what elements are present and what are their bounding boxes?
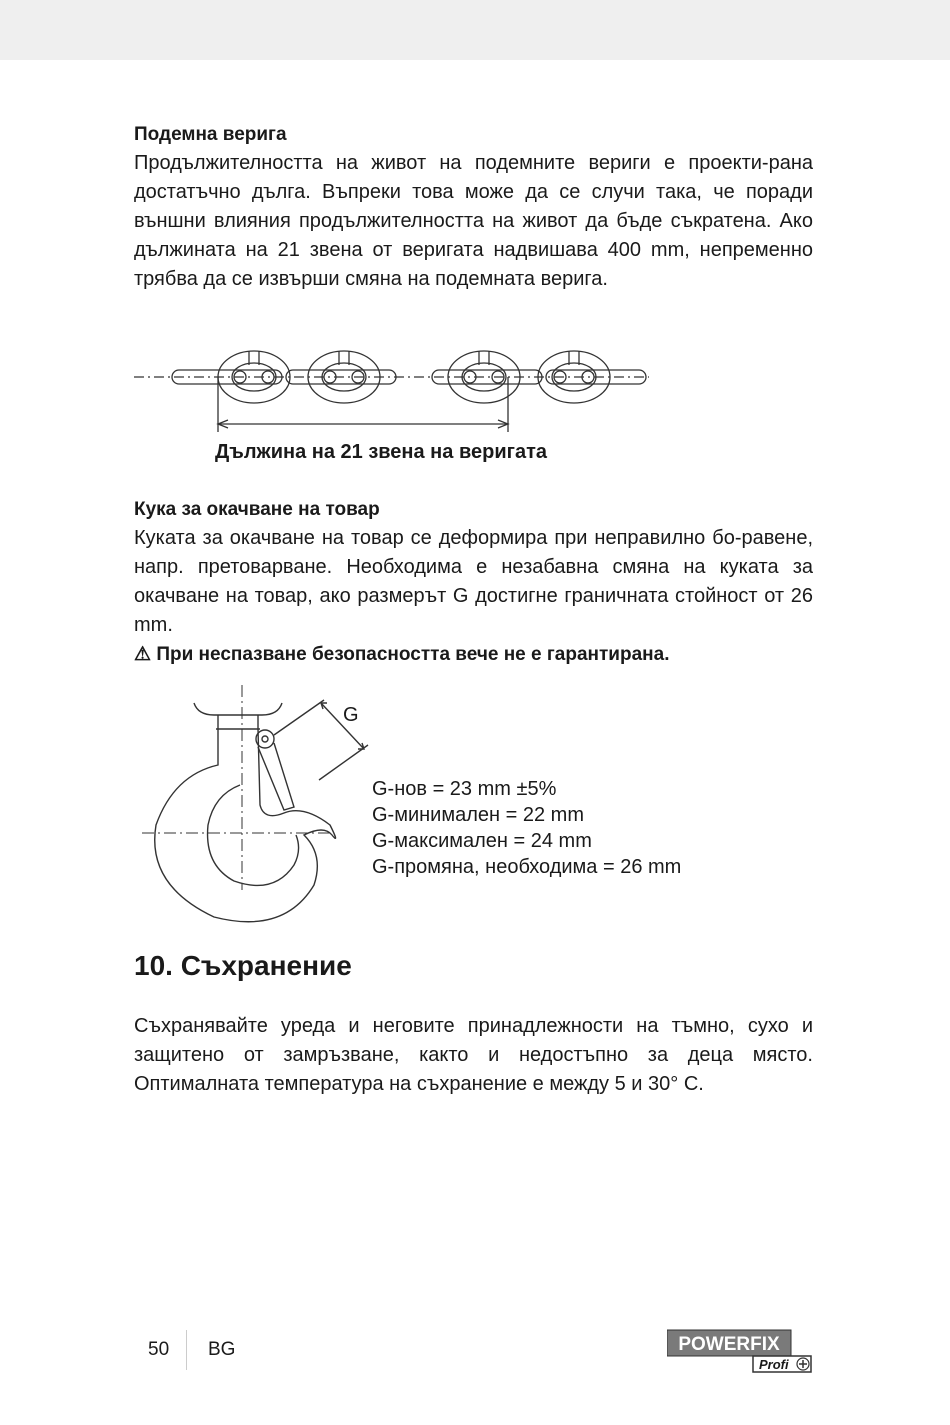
dimension-g-label: G [343, 704, 359, 726]
brand-sub-text: Profi [759, 1357, 789, 1372]
hook-heading: Кука за окачване на товар [134, 499, 380, 520]
spec-g-min: G-минимален = 22 mm [372, 804, 584, 826]
spec-g-max: G-максимален = 24 mm [372, 830, 592, 852]
footer-divider [186, 1330, 187, 1370]
g-specs-list [372, 776, 681, 880]
lifting-chain-heading: Подемна верига [134, 124, 287, 145]
safety-warning [134, 640, 813, 670]
storage-section-title: 10. Съхранение [134, 950, 352, 981]
spec-g-new: G-нов = 23 mm ±5% [372, 778, 557, 800]
chain-diagram [134, 340, 654, 440]
powerfix-logo [667, 1328, 815, 1373]
language-code: BG [208, 1339, 236, 1360]
brand-text: POWERFIX [678, 1334, 780, 1355]
hook-text: Куката за окачване на товар се деформира при неправилно бо-равене, напр. претоварване. Необходима е незабавна смяна на куката за окачване на товар, ако размерът G достигне граничната стойност от 26 mm. [134, 527, 813, 636]
chain-figure-caption: Дължина на 21 звена на веригата [215, 441, 547, 463]
page-number: 50 [148, 1339, 170, 1360]
page-top-band [0, 0, 950, 60]
lifting-chain-text: Продължителността на живот на подемните вериги е проекти-рана достатъчно дълга. Въпреки това може да се случи така, че поради външни влияния продължителността на живот да бъде съкратена. Ако дължината на 21 звена от веригата надвишава 400 mm, непременно трябва да се извърши смяна на подемната верига. [134, 152, 813, 290]
hook-section [134, 495, 813, 670]
spec-g-replace: G-промяна, необходима = 26 mm [372, 856, 682, 878]
warning-triangle-icon: ⚠ [134, 644, 152, 665]
warning-text: При неспазване безопасността вече не е гарантирана. [156, 644, 670, 665]
lifting-chain-section [134, 120, 813, 294]
storage-section [134, 1012, 813, 1099]
storage-text: Съхранявайте уреда и неговите принадлежности на тъмно, сухо и защитено от замръзване, както и недостъпно за деца място. Оптималната температура на съхранение е между 5 и 30° C. [134, 1015, 813, 1095]
